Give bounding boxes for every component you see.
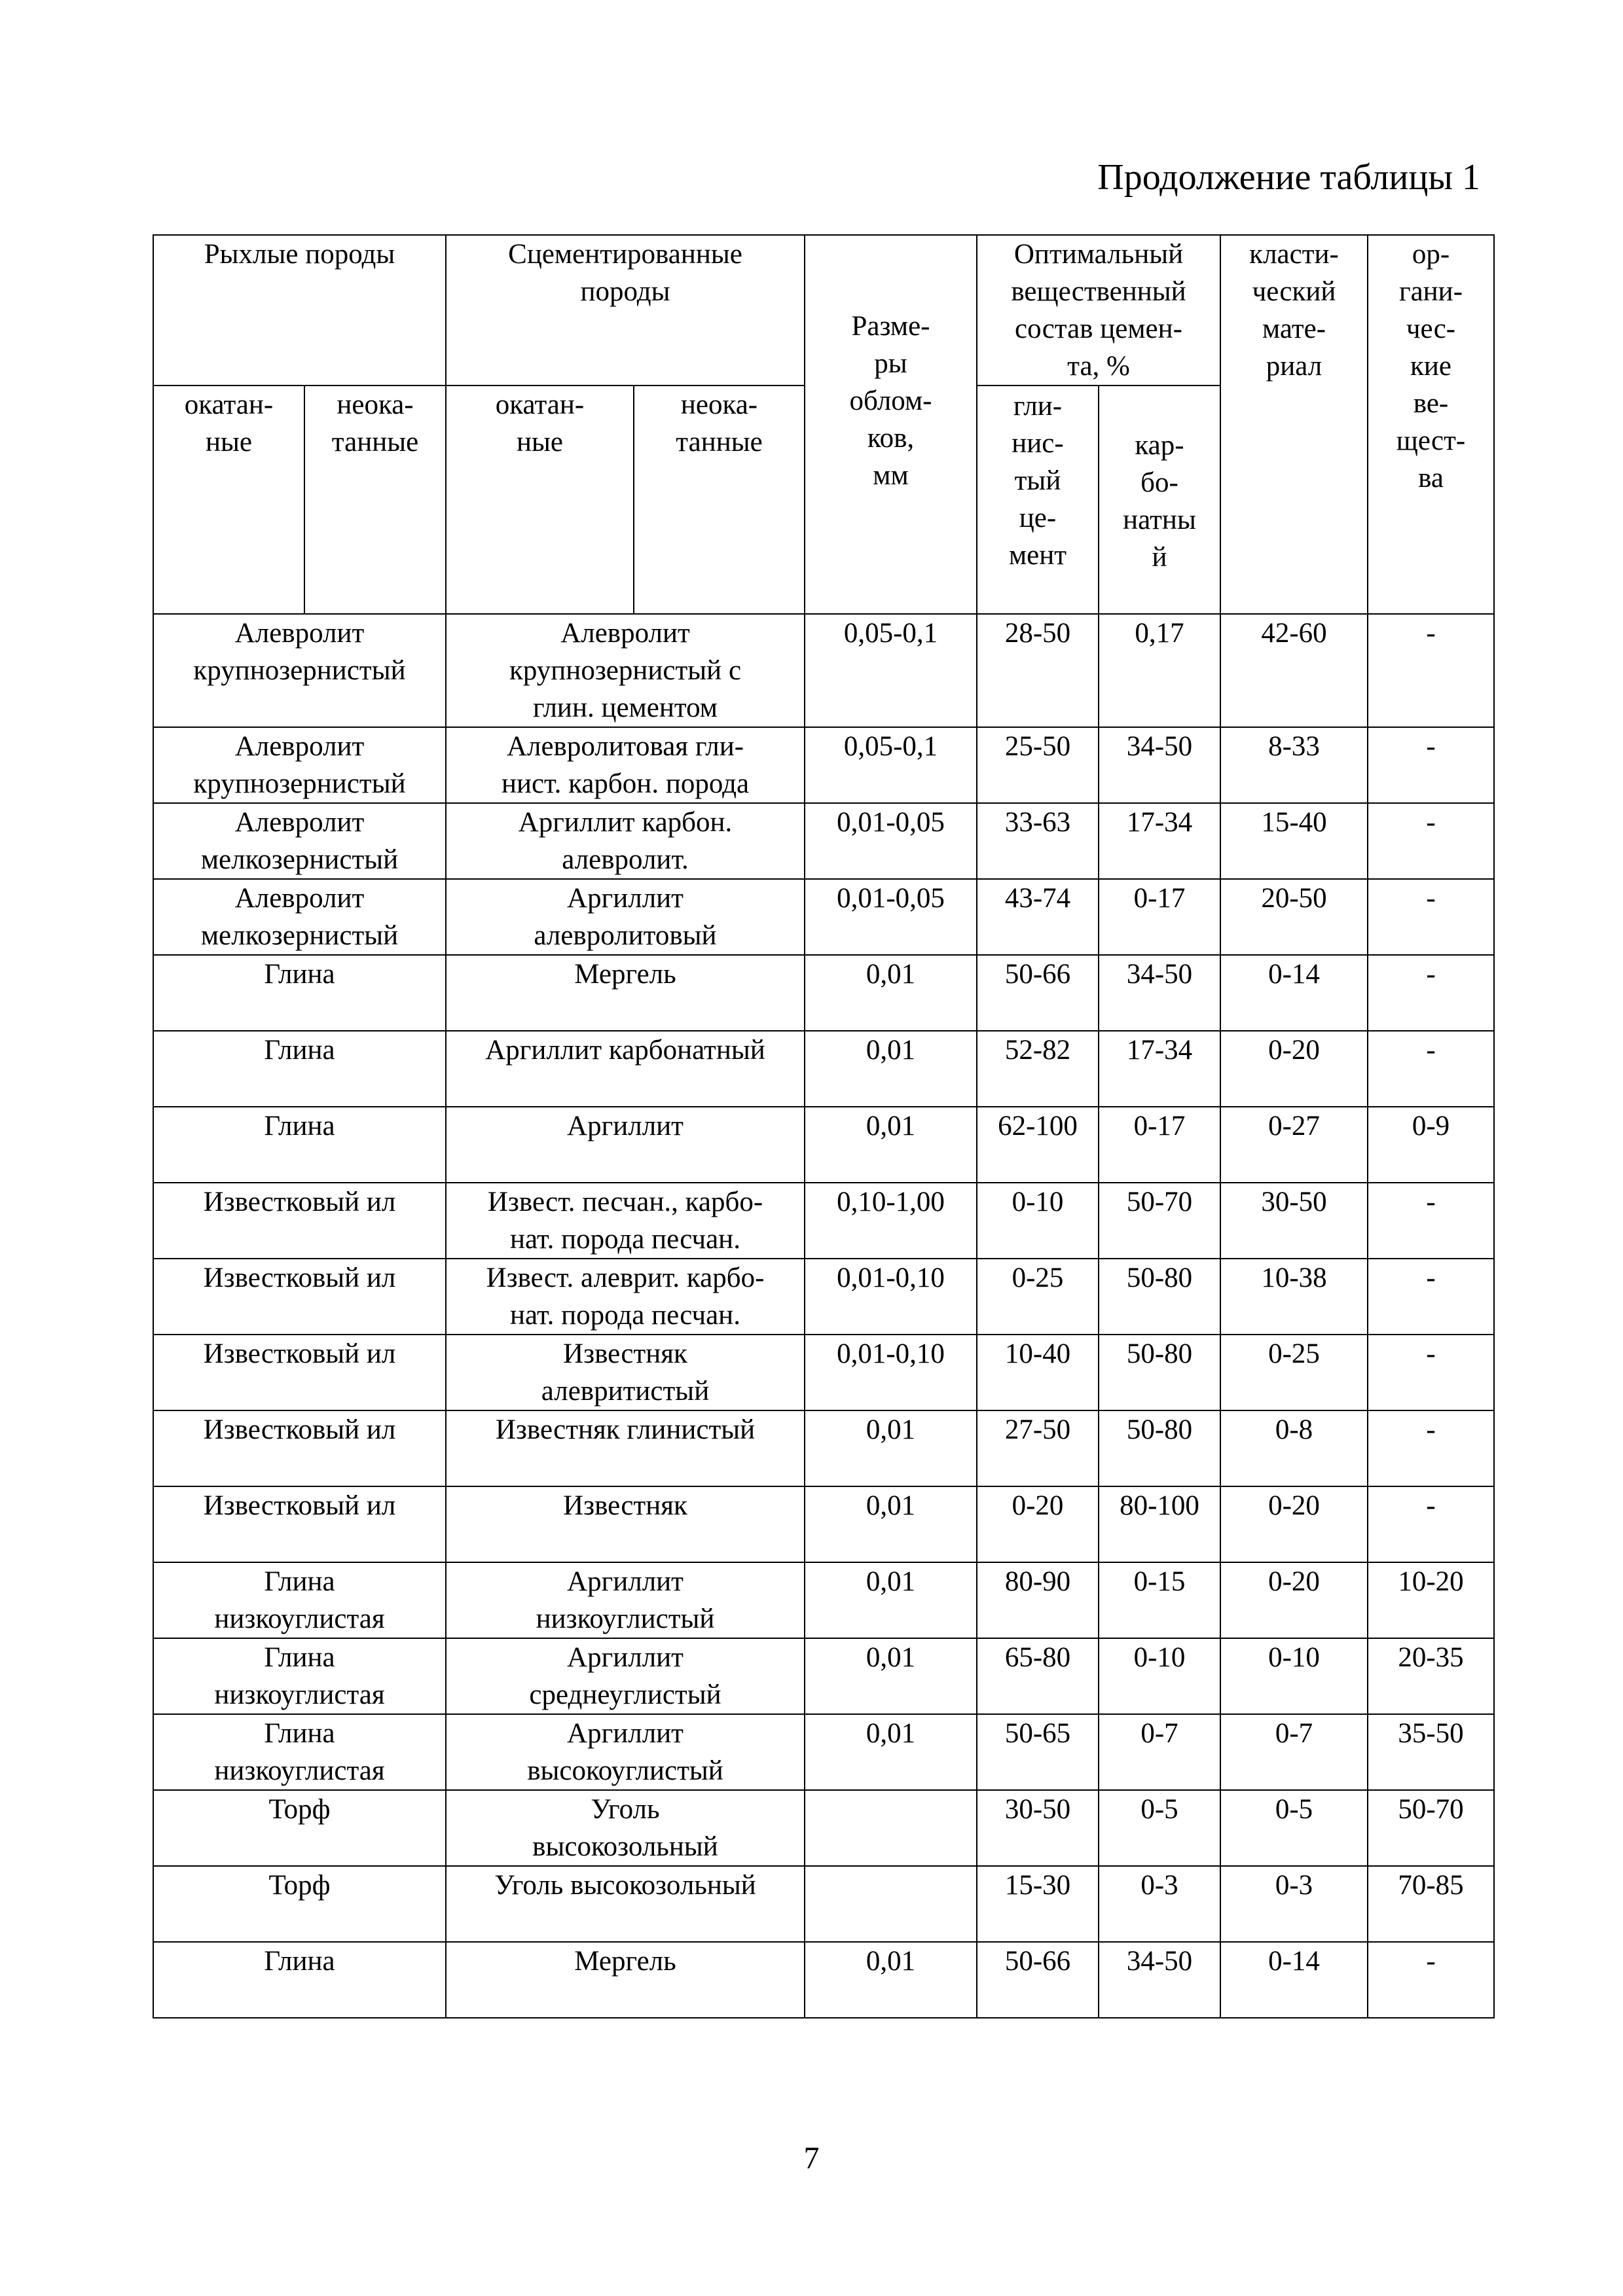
header-row-top — [153, 235, 1494, 386]
cell-text-line: натны — [1123, 505, 1196, 535]
cell-clay-cement: 25-50 — [977, 727, 1099, 803]
cell-carbonate: 0-10 — [1099, 1638, 1220, 1714]
cell-carbonate: 0-5 — [1099, 1790, 1220, 1866]
cell-text-line: неока- — [337, 389, 414, 420]
cell-fragment-size: 0,05-0,1 — [805, 614, 977, 727]
table-row — [153, 803, 1494, 879]
cell-clastic-material: 0-7 — [1220, 1714, 1368, 1790]
cell-fragment-size: 0,01 — [805, 1031, 977, 1107]
cell-clay-cement: 50-66 — [977, 1942, 1099, 2018]
table-row — [153, 1259, 1494, 1335]
cell-fragment-size — [805, 1866, 977, 1942]
cell-clay-cement: 80-90 — [977, 1562, 1099, 1638]
cell-clay-cement: 50-65 — [977, 1714, 1099, 1790]
header-fragment-size — [805, 235, 977, 614]
rock-classification-table — [153, 234, 1495, 2018]
cell-loose-rock — [153, 614, 446, 727]
cell-text-line: низкоуглистая — [214, 1604, 385, 1634]
cell-clastic-material: 10-38 — [1220, 1259, 1368, 1335]
header-carbonate — [1099, 386, 1220, 614]
cell-text-line: низкоуглистая — [214, 1679, 385, 1710]
cell-loose-rock — [153, 1335, 446, 1410]
cell-carbonate: 50-70 — [1099, 1183, 1220, 1259]
cell-text-line: облом- — [849, 386, 932, 416]
cell-text-line: мелкозернистый — [200, 844, 399, 875]
cell-cemented-rock — [446, 879, 805, 955]
cell-text-line: ные — [206, 427, 252, 457]
cell-text-line: неока- — [680, 389, 758, 420]
cell-clastic-material: 30-50 — [1220, 1183, 1368, 1259]
table-row — [153, 1942, 1494, 2018]
cell-loose-rock — [153, 803, 446, 879]
cell-carbonate: 0-3 — [1099, 1866, 1220, 1942]
cell-cemented-rock — [446, 1031, 805, 1107]
table-body — [153, 614, 1494, 2018]
cell-cemented-rock — [446, 955, 805, 1031]
cell-cemented-rock — [446, 1410, 805, 1486]
cell-text-line: це- — [1019, 503, 1057, 533]
cell-text-line: мм — [873, 460, 909, 491]
cell-carbonate: 50-80 — [1099, 1259, 1220, 1335]
cell-text-line: Глина — [264, 959, 335, 990]
table-row — [153, 1562, 1494, 1638]
cell-text-line: Алевролит — [234, 731, 365, 762]
cell-organic-matter: - — [1368, 1259, 1494, 1335]
table-row — [153, 614, 1494, 727]
cell-clastic-material: 0-8 — [1220, 1410, 1368, 1486]
cell-fragment-size: 0,05-0,1 — [805, 727, 977, 803]
cell-fragment-size: 0,10-1,00 — [805, 1183, 977, 1259]
cell-text-line: Алевролит — [234, 807, 365, 838]
table-row — [153, 879, 1494, 955]
cell-text-line: Глина — [264, 1718, 335, 1749]
cell-text-line: окатан- — [184, 389, 274, 420]
cell-text-line: й — [1152, 542, 1167, 573]
cell-carbonate: 17-34 — [1099, 1031, 1220, 1107]
cell-clastic-material: 8-33 — [1220, 727, 1368, 803]
cell-text-line: низкоуглистый — [536, 1604, 715, 1634]
cell-text-line: Глина — [264, 1035, 335, 1066]
cell-fragment-size: 0,01 — [805, 1410, 977, 1486]
cell-organic-matter: 0-9 — [1368, 1107, 1494, 1183]
cell-text-line: Известковый ил — [203, 1338, 396, 1369]
cell-clastic-material: 0-20 — [1220, 1031, 1368, 1107]
table-row — [153, 1335, 1494, 1410]
cell-organic-matter: 70-85 — [1368, 1866, 1494, 1942]
cell-text-line: гли- — [1013, 391, 1063, 422]
cell-organic-matter: - — [1368, 1183, 1494, 1259]
cell-cemented-rock — [446, 1335, 805, 1410]
cell-carbonate: 34-50 — [1099, 727, 1220, 803]
cell-text-line: Мергель — [574, 959, 676, 990]
cell-clastic-material: 0-20 — [1220, 1562, 1368, 1638]
cell-text-line: кие — [1410, 351, 1451, 382]
cell-organic-matter: - — [1368, 1031, 1494, 1107]
cell-text-line: класти- — [1249, 239, 1339, 270]
cell-loose-rock — [153, 1107, 446, 1183]
cell-carbonate: 0,17 — [1099, 614, 1220, 727]
cell-fragment-size: 0,01 — [805, 955, 977, 1031]
cell-text-line: Известковый ил — [203, 1490, 396, 1521]
header-optimal-composition — [977, 235, 1220, 386]
cell-loose-rock — [153, 955, 446, 1031]
cell-carbonate: 34-50 — [1099, 955, 1220, 1031]
cell-text-line: Аргиллит карбон. — [518, 807, 733, 838]
header-loose-rocks: Рыхлые породы — [153, 235, 446, 386]
header-cemented-unrounded — [634, 386, 805, 614]
cell-fragment-size: 0,01-0,10 — [805, 1335, 977, 1410]
cell-text-line: мент — [1008, 540, 1067, 571]
cell-text-line: Мергель — [574, 1946, 676, 1977]
cell-text-line: Глина — [264, 1566, 335, 1597]
cell-text-line: Извест. песчан., карбо- — [487, 1187, 763, 1217]
cell-text-line: ков, — [867, 423, 915, 454]
cell-organic-matter: 50-70 — [1368, 1790, 1494, 1866]
cell-carbonate: 80-100 — [1099, 1486, 1220, 1562]
cell-clay-cement: 33-63 — [977, 803, 1099, 879]
cell-loose-rock — [153, 1031, 446, 1107]
cell-loose-rock — [153, 879, 446, 955]
cell-fragment-size: 0,01-0,10 — [805, 1259, 977, 1335]
cell-clay-cement: 0-25 — [977, 1259, 1099, 1335]
cell-clastic-material: 0-25 — [1220, 1335, 1368, 1410]
cell-fragment-size: 0,01 — [805, 1942, 977, 2018]
cell-text-line: тый — [1014, 465, 1061, 496]
cell-text-line: Алевролит — [234, 618, 365, 649]
table-row — [153, 1486, 1494, 1562]
cell-clastic-material: 0-3 — [1220, 1866, 1368, 1942]
cell-text-line: нат. порода песчан. — [510, 1224, 740, 1255]
cell-text-line: кар- — [1135, 430, 1184, 461]
cell-cemented-rock — [446, 1714, 805, 1790]
cell-clay-cement: 15-30 — [977, 1866, 1099, 1942]
cell-clastic-material: 0-14 — [1220, 1942, 1368, 2018]
cell-fragment-size: 0,01 — [805, 1638, 977, 1714]
cell-text-line: бо- — [1140, 467, 1178, 498]
cell-text-line: танные — [331, 427, 419, 457]
cell-clay-cement: 30-50 — [977, 1790, 1099, 1866]
cell-clay-cement: 62-100 — [977, 1107, 1099, 1183]
table-caption: Продолжение таблицы 1 — [1097, 157, 1480, 198]
cell-text-line: нист. карбон. порода — [501, 768, 750, 799]
header-organic-matter — [1368, 235, 1494, 614]
cell-text-line: мате- — [1262, 314, 1326, 344]
cell-fragment-size: 0,01-0,05 — [805, 803, 977, 879]
cell-text-line: мелкозернистый — [200, 920, 399, 951]
cell-text-line: ве- — [1413, 388, 1449, 419]
header-clastic-material — [1220, 235, 1368, 614]
cell-carbonate: 34-50 — [1099, 1942, 1220, 2018]
cell-text-line: Аргиллит — [567, 1566, 684, 1597]
cell-text-line: среднеуглистый — [529, 1679, 721, 1710]
cell-clastic-material: 42-60 — [1220, 614, 1368, 727]
cell-text-line: Известковый ил — [203, 1414, 396, 1445]
cell-organic-matter: 35-50 — [1368, 1714, 1494, 1790]
cell-cemented-rock — [446, 727, 805, 803]
table-row — [153, 1866, 1494, 1942]
cell-text-line: нис- — [1012, 428, 1064, 459]
cell-text-line: щест- — [1396, 425, 1466, 456]
cell-text-line: крупнозернистый с — [509, 655, 742, 686]
cell-text-line: Известняк — [563, 1490, 687, 1521]
cell-text-line: Извест. алеврит. карбо- — [486, 1263, 765, 1293]
cell-fragment-size: 0,01-0,05 — [805, 879, 977, 955]
cell-clastic-material: 20-50 — [1220, 879, 1368, 955]
table-row — [153, 727, 1494, 803]
header-clay-cement — [977, 386, 1099, 614]
cell-clay-cement: 52-82 — [977, 1031, 1099, 1107]
cell-clay-cement: 50-66 — [977, 955, 1099, 1031]
cell-clastic-material: 0-20 — [1220, 1486, 1368, 1562]
cell-text-line: риал — [1266, 351, 1322, 382]
cell-loose-rock — [153, 1714, 446, 1790]
cell-text-line: крупнозернистый — [193, 655, 406, 686]
cell-fragment-size: 0,01 — [805, 1107, 977, 1183]
cell-loose-rock — [153, 1942, 446, 2018]
cell-text-line: Торф — [268, 1870, 331, 1901]
cell-text-line: Аргиллит — [567, 1111, 684, 1141]
cell-organic-matter: - — [1368, 727, 1494, 803]
cell-loose-rock — [153, 1410, 446, 1486]
cell-fragment-size: 0,01 — [805, 1562, 977, 1638]
cell-cemented-rock — [446, 1486, 805, 1562]
cell-carbonate: 17-34 — [1099, 803, 1220, 879]
cell-organic-matter: - — [1368, 1486, 1494, 1562]
cell-fragment-size: 0,01 — [805, 1486, 977, 1562]
header-loose-rounded — [153, 386, 304, 614]
cell-organic-matter: 20-35 — [1368, 1638, 1494, 1714]
cell-text-line: Аргиллит — [567, 1718, 684, 1749]
cell-text-line: окатан- — [495, 389, 585, 420]
cell-text-line: нат. порода песчан. — [510, 1300, 740, 1331]
cell-loose-rock — [153, 1562, 446, 1638]
cell-loose-rock — [153, 1486, 446, 1562]
cell-organic-matter: - — [1368, 1942, 1494, 2018]
cell-clastic-material: 0-5 — [1220, 1790, 1368, 1866]
cell-text-line: ры — [874, 348, 907, 379]
cell-carbonate: 0-7 — [1099, 1714, 1220, 1790]
header-loose-unrounded — [304, 386, 446, 614]
cell-text-line: Известняк — [563, 1338, 687, 1369]
table-row — [153, 1410, 1494, 1486]
cell-text-line: Аргиллит карбонатный — [485, 1035, 765, 1066]
cell-text-line: ор- — [1412, 239, 1450, 270]
cell-text-line: Аргиллит — [567, 1642, 684, 1673]
cell-clay-cement: 0-20 — [977, 1486, 1099, 1562]
cell-text-line: низкоуглистая — [214, 1755, 385, 1786]
cell-carbonate: 0-17 — [1099, 1107, 1220, 1183]
cell-text-line: высокоуглистый — [527, 1755, 723, 1786]
cell-carbonate: 0-15 — [1099, 1562, 1220, 1638]
cell-cemented-rock — [446, 1638, 805, 1714]
cell-text-line: алевролитовый — [534, 920, 717, 951]
cell-clay-cement: 28-50 — [977, 614, 1099, 727]
cell-carbonate: 0-17 — [1099, 879, 1220, 955]
cell-text-line: Алевролитовая гли- — [506, 731, 744, 762]
cell-clastic-material: 0-14 — [1220, 955, 1368, 1031]
cell-text-line: Глина — [264, 1111, 335, 1141]
cell-text-line: высокозольный — [532, 1831, 718, 1862]
cell-fragment-size: 0,01 — [805, 1714, 977, 1790]
cell-cemented-rock — [446, 1259, 805, 1335]
cell-text-line: состав цемен- — [1015, 314, 1182, 344]
cell-text-line: Уголь высокозольный — [494, 1870, 756, 1901]
table-row — [153, 1714, 1494, 1790]
cell-cemented-rock — [446, 614, 805, 727]
cell-text-line: та, % — [1067, 351, 1130, 382]
cell-text-line: Глина — [264, 1642, 335, 1673]
cell-text-line: чес- — [1406, 314, 1456, 344]
cell-organic-matter: - — [1368, 1410, 1494, 1486]
cell-loose-rock — [153, 727, 446, 803]
cell-text-line: танные — [676, 427, 763, 457]
cell-cemented-rock — [446, 1562, 805, 1638]
cell-cemented-rock — [446, 1866, 805, 1942]
cell-cemented-rock — [446, 1790, 805, 1866]
cell-clastic-material: 15-40 — [1220, 803, 1368, 879]
cell-cemented-rock — [446, 1107, 805, 1183]
cell-text-line: Торф — [268, 1794, 331, 1825]
table-row — [153, 1638, 1494, 1714]
cell-clay-cement: 10-40 — [977, 1335, 1099, 1410]
cell-text-line: Уголь — [591, 1794, 660, 1825]
cell-organic-matter: - — [1368, 879, 1494, 955]
cell-clay-cement: 0-10 — [977, 1183, 1099, 1259]
cell-cemented-rock — [446, 1942, 805, 2018]
table-row — [153, 1031, 1494, 1107]
cell-clay-cement: 27-50 — [977, 1410, 1099, 1486]
cell-cemented-rock — [446, 1183, 805, 1259]
cell-text-line: гани- — [1398, 276, 1463, 307]
page-number: 7 — [803, 2141, 820, 2176]
cell-cemented-rock — [446, 803, 805, 879]
cell-text-line: Известковый ил — [203, 1187, 396, 1217]
cell-text-line: алевритистый — [541, 1376, 710, 1407]
cell-text-line: Глина — [264, 1946, 335, 1977]
cell-text-line: ные — [517, 427, 563, 457]
cell-carbonate: 50-80 — [1099, 1335, 1220, 1410]
cell-text-line: Алевролит — [234, 883, 365, 914]
cell-text-line: Разме- — [851, 311, 930, 342]
cell-organic-matter: 10-20 — [1368, 1562, 1494, 1638]
header-cemented-rounded — [446, 386, 634, 614]
cell-text-line: крупнозернистый — [193, 768, 406, 799]
cell-text-line: ва — [1418, 463, 1444, 493]
cell-text-line: ческий — [1252, 276, 1336, 307]
cell-fragment-size — [805, 1790, 977, 1866]
header-cemented-rocks: Сцементированные породы — [446, 235, 805, 386]
cell-text-line: Известковый ил — [203, 1263, 396, 1293]
cell-loose-rock — [153, 1790, 446, 1866]
cell-carbonate: 50-80 — [1099, 1410, 1220, 1486]
table-row — [153, 955, 1494, 1031]
cell-text-line: Алевролит — [560, 618, 690, 649]
cell-text-line: глин. цементом — [533, 692, 718, 723]
cell-organic-matter: - — [1368, 1335, 1494, 1410]
cell-organic-matter: - — [1368, 955, 1494, 1031]
table-row — [153, 1790, 1494, 1866]
cell-organic-matter: - — [1368, 803, 1494, 879]
table-row — [153, 1107, 1494, 1183]
cell-text-line: алевролит. — [562, 844, 689, 875]
cell-text-line: вещественный — [1011, 276, 1186, 307]
cell-text-line: Оптимальный — [1013, 239, 1184, 270]
cell-loose-rock — [153, 1259, 446, 1335]
cell-loose-rock — [153, 1183, 446, 1259]
cell-clastic-material: 0-10 — [1220, 1638, 1368, 1714]
cell-loose-rock — [153, 1638, 446, 1714]
table-row — [153, 1183, 1494, 1259]
cell-clay-cement: 65-80 — [977, 1638, 1099, 1714]
cell-clastic-material: 0-27 — [1220, 1107, 1368, 1183]
cell-text-line: Известняк глинистый — [495, 1414, 756, 1445]
cell-clay-cement: 43-74 — [977, 879, 1099, 955]
cell-organic-matter: - — [1368, 614, 1494, 727]
cell-text-line: Аргиллит — [567, 883, 684, 914]
cell-loose-rock — [153, 1866, 446, 1942]
